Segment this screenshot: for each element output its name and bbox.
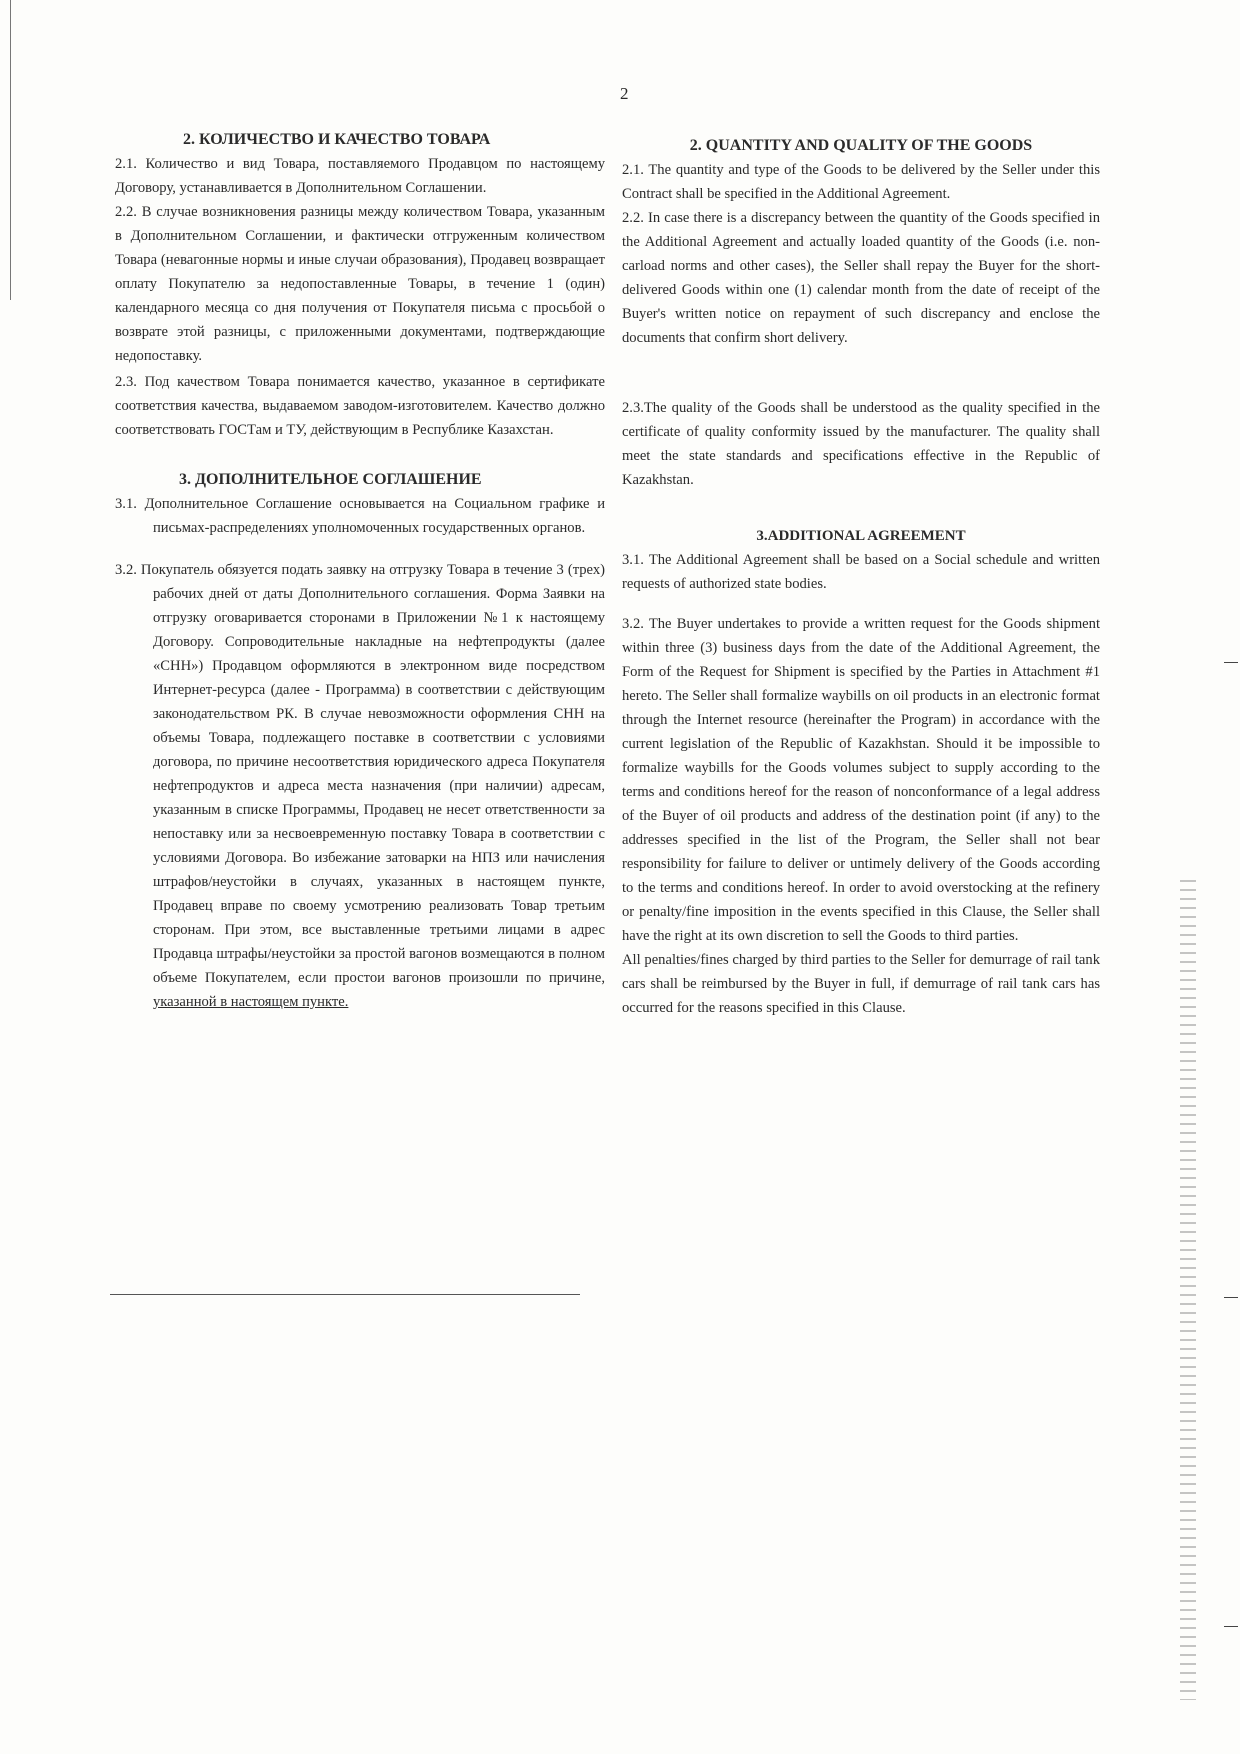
en-clause-3-2-penalties: All penalties/fines charged by third parties to the Seller for demurrage of rail tank cars shall be reimbursed by the Buyer in full, if demurrage of rail tank cars has occurred for the reasons specified in this Clause. — [622, 952, 1100, 1016]
ru-clause-2-1: 2.1. Количество и вид Товара, поставляемого Продавцом по настоящему Договору, устанавливается в Дополнительном Соглашении. — [115, 156, 605, 196]
scan-edge-line — [10, 0, 11, 300]
margin-mark — [1224, 662, 1238, 663]
ru-clause-3-1: 3.1. Дополнительное Соглашение основывается на Социальном графике и письмах-распределениях уполномоченных государственных органов. — [115, 496, 605, 536]
margin-mark — [1224, 1297, 1238, 1298]
ru-clause-2-2: 2.2. В случае возникновения разницы между количеством Товара, указанным в Дополнительном Соглашении, и фактически отгруженным количеством Товара (невагонные нормы и иные случаи образования), Продавец возвращает оплату Покупателю за недопоставленные Товары, в течение 1 (один) календарного месяца со дня получения от Покупателя письма с просьбой о возврате этой разницы, с приложенными документами, подтверждающие недопоставку. — [115, 204, 605, 364]
english-column — [622, 124, 1100, 1020]
column-end-rule — [110, 1294, 580, 1295]
ru-clause-3-2 — [115, 558, 605, 1014]
ru-clause-2-3: 2.3. Под качеством Товара понимается качество, указанное в сертификате соответствия качества, выдаваемом заводом-изготовителем. Качество должно соответствовать ГОСТам и ТУ, действующим в Республике Казахстан. — [115, 374, 605, 438]
scan-artifact-strip — [1180, 880, 1196, 1700]
en-section-2-title: 2. QUANTITY AND QUALITY OF THE GOODS — [689, 137, 1033, 154]
ru-section-2-title: 2. КОЛИЧЕСТВО И КАЧЕСТВО ТОВАРА — [183, 131, 491, 148]
page-number: 2 — [620, 84, 629, 103]
en-clause-2-3: 2.3.The quality of the Goods shall be understood as the quality specified in the certificate of quality conformity issued by the manufacturer. The quality shall meet the state standards and specifications effective in the Republic of Kazakhstan. — [622, 400, 1100, 488]
ru-section-3-title: 3. ДОПОЛНИТЕЛЬНОЕ СОГЛАШЕНИЕ — [179, 471, 482, 488]
russian-column — [115, 124, 605, 1014]
en-clause-3-2: 3.2. The Buyer undertakes to provide a written request for the Goods shipment within three (3) business days from the date of the Additional Agreement, the Form of the Request for Shipment is specified by the Parties in Attachment #1 hereto. The Seller shall formalize waybills on oil products in an electronic format through the Internet resource (hereinafter the Program) in accordance with the current legislation of the Republic of Kazakhstan. Should it be impossible to formalize waybills for the Goods volumes subject to supply according to the terms and conditions hereof for the reason of nonconformance of a legal address of the Buyer of oil products and address of the destination point (if any) to the addresses specified in the list of the Program, the Seller shall not bear responsibility for failure to deliver or untimely delivery of the Goods according to the terms and conditions hereof. In order to avoid overstocking at the refinery or penalty/fine imposition in the events specified in this Clause, the Seller shall have the right at its own discretion to sell the Goods to third parties. — [622, 616, 1100, 944]
margin-mark — [1224, 1626, 1238, 1627]
en-clause-2-2: 2.2. In case there is a discrepancy between the quantity of the Goods specified in the Additional Agreement and actually loaded quantity of the Goods (i.e. non-carload norms and other cases), the Seller shall repay the Buyer for the short-delivered Goods within one (1) calendar month from the date of receipt of the Buyer's written notice on repayment of such discrepancy and enclose the documents that confirm short delivery. — [622, 210, 1100, 346]
en-clause-3-1: 3.1. The Additional Agreement shall be based on a Social schedule and written requests of authorized state bodies. — [622, 552, 1100, 592]
en-clause-2-1: 2.1. The quantity and type of the Goods to be delivered by the Seller under this Contract shall be specified in the Additional Agreement. — [622, 162, 1100, 202]
ru-clause-3-2-text: 3.2. Покупатель обязуется подать заявку на отгрузку Товара в течение 3 (трех) рабочих дней от даты Дополнительного соглашения. Форма Заявки на отгрузку оговаривается сторонами в Приложении №1 к настоящему Договору. Сопроводительные накладные на нефтепродукты (далее «СНН») Продавцом оформляются в электронном виде посредством Интернет-ресурса (далее - Программа) в соответствии с действующим законодательством РК. В случае невозможности оформления СНН на объемы Товара, подлежащего поставке в соответствии с условиями договора, по причине несоответствия юридического адреса Покупателя нефтепродуктов и адреса места назначения (при наличии) адресам, указанным в списке Программы, Продавец не несет ответственности за непоставку или за несвоевременную поставку Товара в соответствии с условиями Договора. Во избежание затоварки на НПЗ или начисления штрафов/неустойки в случаях, указанных в настоящем пункте, Продавец вправе по своему усмотрению реализовать Товар третьим сторонам. При этом, все выставленные третьими лицами в адрес Продавца штрафы/неустойки за простой вагонов возмещаются в полном объеме Покупателем, если простои вагонов произошли по причине, — [115, 562, 605, 986]
en-section-3-title: 3.ADDITIONAL AGREEMENT — [756, 528, 966, 544]
ru-clause-3-2-end: указанной в настоящем пункте. — [153, 994, 349, 1010]
